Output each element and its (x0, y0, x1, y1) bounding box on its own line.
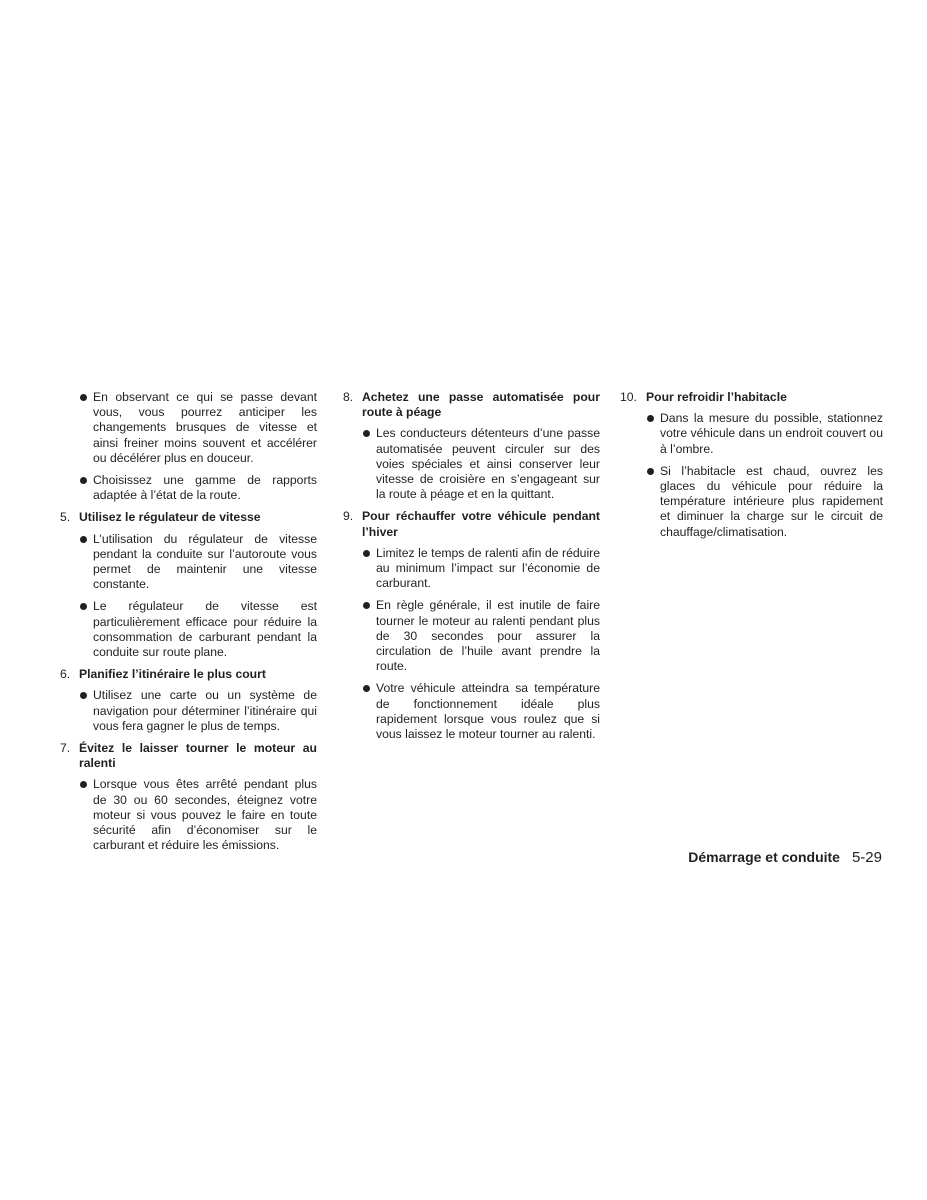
column-2 (343, 390, 600, 749)
section-title: Achetez une passe automatisée pour route à péage (362, 390, 600, 420)
bullet-dot-icon (362, 546, 376, 561)
section-6 (60, 667, 317, 734)
bullet-item (620, 411, 883, 457)
bullet-dot-icon (646, 411, 660, 426)
section-number: 10. (620, 390, 637, 404)
section-heading (343, 390, 600, 420)
section-heading (60, 667, 317, 682)
bullet-dot-icon (79, 532, 93, 547)
chapter-title: Démarrage et conduite (688, 849, 840, 865)
section-number: 6. (60, 667, 71, 682)
section-title: Planifiez l’itinéraire le plus court (79, 667, 266, 682)
page-number: 5-29 (851, 849, 882, 866)
section-heading (60, 510, 317, 525)
bullet-item (60, 777, 317, 853)
bullet-item (343, 426, 600, 502)
column-3 (620, 390, 883, 547)
section-5 (60, 510, 317, 660)
section-number: 5. (60, 510, 71, 525)
section-title: Évitez le laisser tourner le moteur au ralenti (79, 741, 317, 771)
bullet-text: Les conducteurs détenteurs d’une passe automatisée peuvent circuler sur des voies spéciales et ainsi conserver leur vitesse de croisière en s’engageant sur la route à péage et en la quittant. (376, 426, 600, 502)
bullet-dot-icon (79, 390, 93, 405)
bullet-dot-icon (646, 464, 660, 479)
bullet-item (60, 599, 317, 660)
bullet-text: En observant ce qui se passe devant vous, vous pourrez anticiper les changements brusques de vitesse et ainsi freiner moins souvent et accélérer ou décélérer plus en douceur. (93, 390, 317, 465)
section-9 (343, 509, 600, 742)
section-title: Pour réchauffer votre véhicule pendant l’hiver (362, 509, 600, 539)
bullet-text: En règle générale, il est inutile de faire tourner le moteur au ralenti pendant plus de 30 secondes pour assurer la circulation de l’huile avant prendre la route. (376, 598, 600, 674)
intro-bullet-list (60, 390, 317, 503)
section-number: 8. (343, 390, 354, 404)
section-title: Pour refroidir l’habitacle (646, 390, 787, 404)
section-heading (620, 390, 883, 405)
bullet-dot-icon (79, 777, 93, 792)
bullet-dot-icon (362, 426, 376, 441)
bullet-text: Votre véhicule atteindra sa température de fonctionnement idéale plus rapidement lorsque vous roulez que si vous laissez le moteur tourner au ralenti. (376, 681, 600, 742)
page-footer (688, 849, 882, 866)
bullet-item (60, 473, 317, 503)
bullet-text: Utilisez une carte ou un système de navigation pour déterminer l’itinéraire qui vous fera gagner le plus de temps. (93, 688, 317, 733)
bullet-dot-icon (362, 598, 376, 613)
section-heading (343, 509, 600, 539)
bullet-item (343, 681, 600, 742)
bullet-item (343, 546, 600, 592)
bullet-text: Choisissez une gamme de rapports adaptée à l’état de la route. (93, 473, 317, 503)
section-number: 7. (60, 741, 71, 756)
bullet-item (60, 532, 317, 593)
bullet-text: Lorsque vous êtes arrêté pendant plus de 30 ou 60 secondes, éteignez votre moteur si vous pouvez le faire en toute sécurité afin d’économiser sur le carburant et réduire les émissions. (93, 777, 317, 853)
bullet-text: Dans la mesure du possible, stationnez votre véhicule dans un endroit couvert ou à l’ombre. (660, 411, 883, 456)
bullet-item (60, 688, 317, 734)
bullet-item (620, 464, 883, 540)
section-heading (60, 741, 317, 771)
bullet-text: L’utilisation du régulateur de vitesse pendant la conduite sur l’autoroute vous permet de maintenir une vitesse constante. (93, 531, 317, 592)
bullet-dot-icon (79, 599, 93, 614)
bullet-text: Limitez le temps de ralenti afin de réduire au minimum l’impact sur l’économie de carburant. (376, 545, 600, 591)
bullet-item (343, 598, 600, 674)
bullet-text: Si l’habitacle est chaud, ouvrez les glaces du véhicule pour réduire la température intérieure plus rapidement et diminuer la charge sur le circuit de chauffage/climatisation. (660, 463, 883, 539)
column-1 (60, 390, 317, 860)
bullet-dot-icon (79, 688, 93, 703)
section-10 (620, 390, 883, 540)
section-8 (343, 390, 600, 502)
section-number: 9. (343, 509, 354, 524)
section-7 (60, 741, 317, 853)
bullet-item (60, 390, 317, 466)
section-title: Utilisez le régulateur de vitesse (79, 510, 261, 525)
bullet-text: Le régulateur de vitesse est particulièrement efficace pour réduire la consommation de carburant pendant la conduite sur route plane. (93, 599, 317, 660)
bullet-dot-icon (79, 473, 93, 488)
bullet-dot-icon (362, 681, 376, 696)
